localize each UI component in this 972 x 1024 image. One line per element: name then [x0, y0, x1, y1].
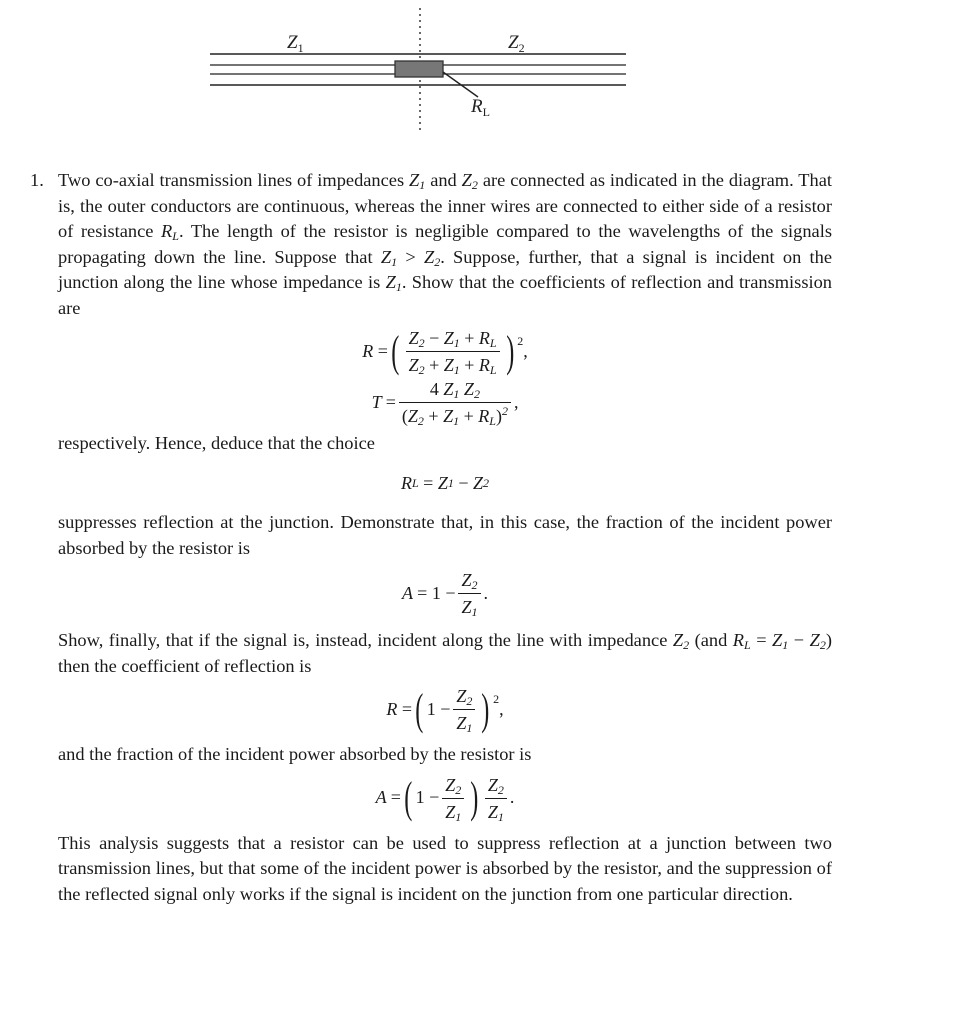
paragraph-5: and the fraction of the incident power absorbed by the resistor is	[58, 744, 532, 764]
absorption-equation-1: A = 1 − $\frac{Z_2}{Z_1}$ .	[402, 570, 488, 619]
transmission-equation: T = $\frac{4 Z_1 Z_2}{(Z_2 + Z_1 + R_L)^2}$ ,	[371, 379, 519, 428]
paragraph-2: respectively. Hence, deduce that the choice	[58, 433, 375, 453]
resistor-choice-equation: R L = Z 1 − Z 2	[400, 472, 490, 493]
transmission-line-diagram	[0, 0, 972, 140]
paragraph-3: suppresses reflection at the junction. Demonstrate that, in this case, the fraction of the incident power absorbed by the resistor is	[58, 512, 832, 558]
absorption-equation-2: A = ( 1 − $\frac{Z_2}{Z_1}$ ) $\frac{Z_2}{Z_1}$ .	[375, 773, 515, 824]
reflection-equation-2: R = ( 1 − $\frac{Z_2}{Z_1}$ ) 2 ,	[386, 684, 504, 735]
paragraph-6: This analysis suggests that a resistor can be used to suppress reflection at a junction between two transmission lines, but that some of the incident power is absorbed by the resistor, and the suppression of the reflected signal only works if the signal is incident on the junction from one particular direction.	[58, 832, 832, 904]
problem-intro: Two co-axial transmission lines of impedances $Z_1$ and $Z_2$ are connected as indicated in the diagram. That is, the outer conductors are continuous, whereas the inner wires are connected to either side of a resistor of resistance $R_L$. The length of the resistor is negligible compared to the wavelengths of the signals propagating down the line. Suppose that $Z_1 > Z_2$. Suppose, further, that a signal is incident on the junction along the line whose impedance is $Z_1$. Show that the coefficients of reflection and transmission are	[58, 170, 832, 318]
resistor-label: $R_L$	[471, 96, 490, 119]
problem-number: 1.	[30, 170, 44, 190]
z1-label: $Z_1$	[287, 32, 304, 55]
reflection-fraction: $\frac{Z_2 - Z_1 + R_L}{Z_2 + Z_1 + R_L}$	[406, 327, 500, 376]
paragraph-4: Show, finally, that if the signal is, instead, incident along the line with impedance $Z_2$ (and $R_L = Z_1 - Z_2$) then the coefficient of reflection is	[58, 630, 833, 676]
reflection-lhs: R =	[362, 340, 388, 361]
resistor-block	[395, 61, 443, 77]
right-paren: )	[505, 326, 514, 376]
left-paren: (	[391, 326, 400, 376]
transmission-fraction: $\frac{4 Z_1 Z_2}{(Z_2 + Z_1 + R_L)^2}$	[399, 378, 511, 427]
z2-label: $Z_2$	[508, 32, 525, 55]
problem-text	[30, 168, 833, 907]
reflection-equation: R = ( $\frac{Z_2 - Z_1 + R_L}{Z_2 + Z_1 + R_L}$ ) 2 ,	[362, 326, 528, 377]
